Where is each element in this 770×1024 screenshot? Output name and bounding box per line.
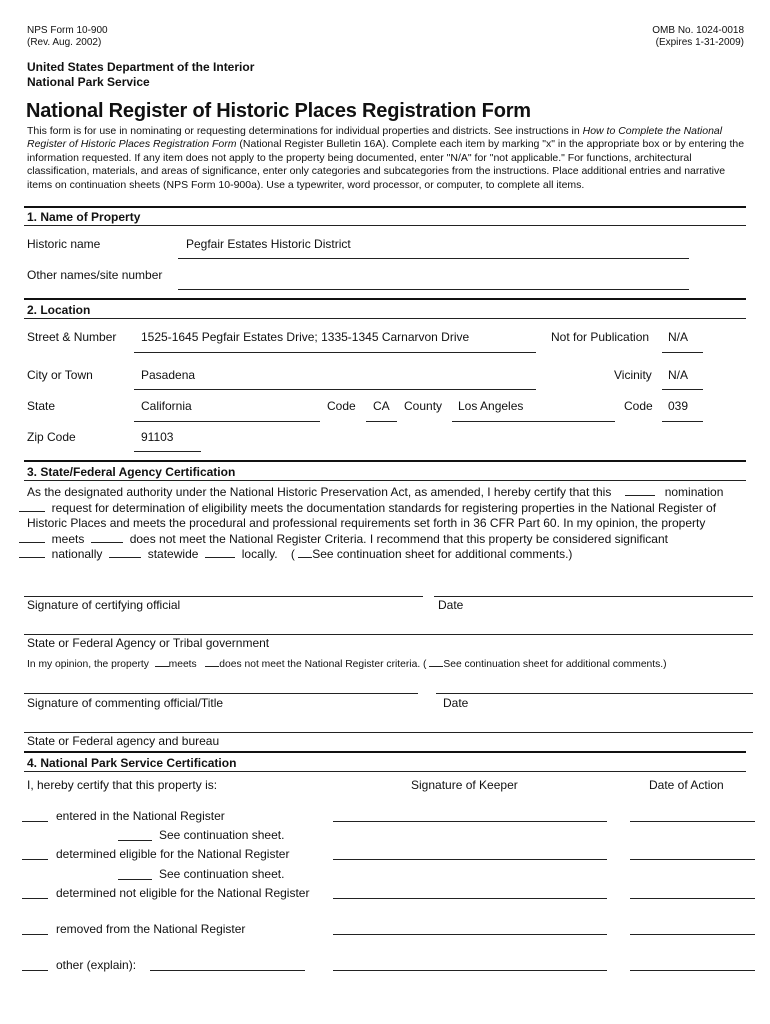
vicinity-field[interactable]: N/A (668, 368, 689, 382)
certification-statement (27, 485, 753, 563)
section-divider (24, 460, 746, 462)
historic-name-line (178, 258, 689, 259)
cert-line-4 (19, 532, 753, 548)
city-label: City or Town (27, 368, 93, 382)
vicinity-label: Vicinity (614, 368, 652, 382)
other-checkbox[interactable] (22, 970, 48, 971)
city-field[interactable]: Pasadena (141, 368, 196, 382)
eligible-continuation-label: See continuation sheet. (159, 867, 285, 881)
commenting-signature-line[interactable] (24, 693, 418, 694)
instructions-reference: How to Complete the National Register of Historic Places Registration Form (27, 125, 723, 151)
section-underline (24, 225, 746, 226)
entered-continuation-label: See continuation sheet. (159, 828, 285, 842)
opinion-line (27, 657, 667, 670)
eligible-continuation-checkbox[interactable] (118, 879, 152, 880)
nomination-checkbox[interactable] (625, 485, 655, 496)
eligible-date-line[interactable] (630, 859, 755, 860)
county-field[interactable]: Los Angeles (458, 399, 524, 413)
nationally-label: nationally (51, 547, 103, 561)
eligible-signature-line[interactable] (333, 859, 607, 860)
cert-text: request for determination of eligibility meets the documentation standards for registering properties in the National Register of (51, 500, 717, 515)
keeper-signature-header: Signature of Keeper (411, 778, 518, 792)
agency-bureau-label: State or Federal agency and bureau (27, 734, 220, 748)
section-4-title: 4. National Park Service Certification (27, 756, 237, 770)
not-for-publication-label: Not for Publication (551, 330, 650, 344)
section-3-title: 3. State/Federal Agency Certification (27, 465, 236, 479)
eligible-label: determined eligible for the National Register (56, 847, 290, 861)
other-names-line (178, 289, 689, 290)
opinion-not-meet-label: does not meet the National Register criteria. ( (219, 659, 427, 670)
other-signature-line[interactable] (333, 970, 607, 971)
opinion-text: In my opinion, the property (27, 659, 149, 670)
street-label: Street & Number (27, 330, 117, 344)
date1-label: Date (438, 598, 464, 612)
page-title: National Register of Historic Places Registration Form (26, 100, 531, 122)
commenting-signature-label: Signature of commenting official/Title (27, 696, 224, 710)
entered-signature-line[interactable] (333, 821, 607, 822)
nfp-line (662, 352, 703, 353)
eligible-checkbox[interactable] (22, 859, 48, 860)
section-1-title: 1. Name of Property (27, 210, 141, 224)
county-line (452, 421, 615, 422)
cert-line-1 (27, 485, 753, 501)
opinion-meets-checkbox[interactable] (155, 657, 169, 667)
opinion-continuation-label: See continuation sheet for additional comments.) (443, 659, 667, 670)
section-divider (24, 751, 746, 753)
county-code-field[interactable]: 039 (668, 399, 689, 413)
entered-continuation-checkbox[interactable] (118, 840, 152, 841)
intro-text-end: (National Register Bulletin 16A). Complete each item by marking "x" in the appropriate box or by entering the information requested. If any item does not apply to the property being documented, enter "N/A" for "not applicable." For functions, architectural classification, materials, and areas of significance, enter only categories and subcategories from the instructions. Place additional entries and narrative items on continuation sheets (NPS Form 10-900a). Use a typewriter, word processor, or computer, to complete all items. (27, 138, 745, 191)
other-label: other (explain): (56, 958, 137, 972)
other-explain-line[interactable] (150, 970, 305, 971)
locally-label: locally. (241, 547, 278, 561)
opinion-continuation-checkbox[interactable] (429, 657, 443, 667)
state-field[interactable]: California (141, 399, 192, 413)
form-revision: (Rev. Aug. 2002) (27, 37, 102, 48)
other-date-line[interactable] (630, 970, 755, 971)
not-for-publication-field[interactable]: N/A (668, 330, 689, 344)
date1-line[interactable] (434, 596, 753, 597)
certifying-signature-line[interactable] (24, 596, 423, 597)
cert-line-3: Historic Places and meets the procedural and professional requirements set forth in 36 CFR Part 60. In my opinion, the property (27, 516, 706, 530)
zip-line (134, 451, 201, 452)
intro-text-start: This form is for use in nominating or requesting determinations for individual properties and districts. See instructions in (27, 125, 583, 137)
entered-checkbox[interactable] (22, 821, 48, 822)
opinion-not-meet-checkbox[interactable] (205, 657, 219, 667)
agency-tribal-line[interactable] (24, 634, 753, 635)
removed-date-line[interactable] (630, 934, 755, 935)
agency-name: National Park Service (27, 75, 150, 89)
section-divider (24, 206, 746, 208)
date2-line[interactable] (436, 693, 753, 694)
other-names-label: Other names/site number (27, 268, 163, 282)
removed-signature-line[interactable] (333, 934, 607, 935)
section-underline (24, 771, 746, 772)
does-not-meet-checkbox[interactable] (91, 532, 123, 543)
keeper-certify-text: I, hereby certify that this property is: (27, 778, 218, 792)
cert-line-2 (19, 501, 753, 517)
state-code-line (366, 421, 397, 422)
entered-date-line[interactable] (630, 821, 755, 822)
state-label: State (27, 399, 56, 413)
nationally-checkbox[interactable] (19, 547, 45, 558)
state-code-label: Code (327, 399, 356, 413)
not-eligible-signature-line[interactable] (333, 898, 607, 899)
city-line (134, 389, 536, 390)
section-divider (24, 298, 746, 300)
removed-label: removed from the National Register (56, 922, 246, 936)
not-eligible-date-line[interactable] (630, 898, 755, 899)
county-code-line (662, 421, 703, 422)
meets-checkbox[interactable] (19, 532, 45, 543)
county-label: County (404, 399, 443, 413)
not-eligible-label: determined not eligible for the National Register (56, 886, 310, 900)
entered-label: entered in the National Register (56, 809, 225, 823)
does-not-meet-label: does not meet the National Register Criteria. I recommend that this property be considered significant (129, 531, 668, 546)
form-number: NPS Form 10-900 (27, 25, 108, 36)
opinion-meets-label: meets (168, 659, 197, 670)
historic-name-field[interactable]: Pegfair Estates Historic District (186, 237, 351, 251)
certifying-signature-label: Signature of certifying official (27, 598, 181, 612)
agency-bureau-line[interactable] (24, 732, 753, 733)
not-eligible-checkbox[interactable] (22, 898, 48, 899)
historic-name-label: Historic name (27, 237, 101, 251)
meets-label: meets (51, 531, 85, 546)
statewide-label: statewide (147, 547, 199, 561)
section-2-title: 2. Location (27, 303, 91, 317)
date2-label: Date (443, 696, 469, 710)
expiration-date: (Expires 1-31-2009) (655, 37, 744, 48)
locally-checkbox[interactable] (205, 547, 235, 558)
zip-label: Zip Code (27, 430, 76, 444)
cert-line-5 (19, 547, 753, 563)
continuation-label: See continuation sheet for additional comments.) (312, 547, 573, 561)
street-line (134, 352, 536, 353)
nomination-label: nomination (664, 485, 724, 499)
state-code-field[interactable]: CA (373, 399, 390, 413)
omb-number: OMB No. 1024-0018 (652, 25, 744, 36)
vicinity-line (662, 389, 703, 390)
cert-text: As the designated authority under the National Historic Preservation Act, as amended, I hereby certify that this (27, 485, 612, 499)
removed-checkbox[interactable] (22, 934, 48, 935)
request-checkbox[interactable] (19, 501, 45, 512)
agency-tribal-label: State or Federal Agency or Tribal government (27, 636, 270, 650)
zip-field[interactable]: 91103 (141, 430, 174, 444)
county-code-label: Code (624, 399, 653, 413)
section-underline (24, 318, 746, 319)
street-field[interactable]: 1525-1645 Pegfair Estates Drive; 1335-1345 Carnarvon Drive (141, 330, 470, 344)
state-line (134, 421, 320, 422)
department-name: United States Department of the Interior (27, 60, 255, 74)
statewide-checkbox[interactable] (109, 547, 141, 558)
section-underline (24, 480, 746, 481)
date-of-action-header: Date of Action (649, 778, 724, 792)
paren-open: ( (290, 547, 295, 561)
instructions-paragraph (27, 125, 745, 192)
continuation-checkbox[interactable] (298, 547, 312, 558)
